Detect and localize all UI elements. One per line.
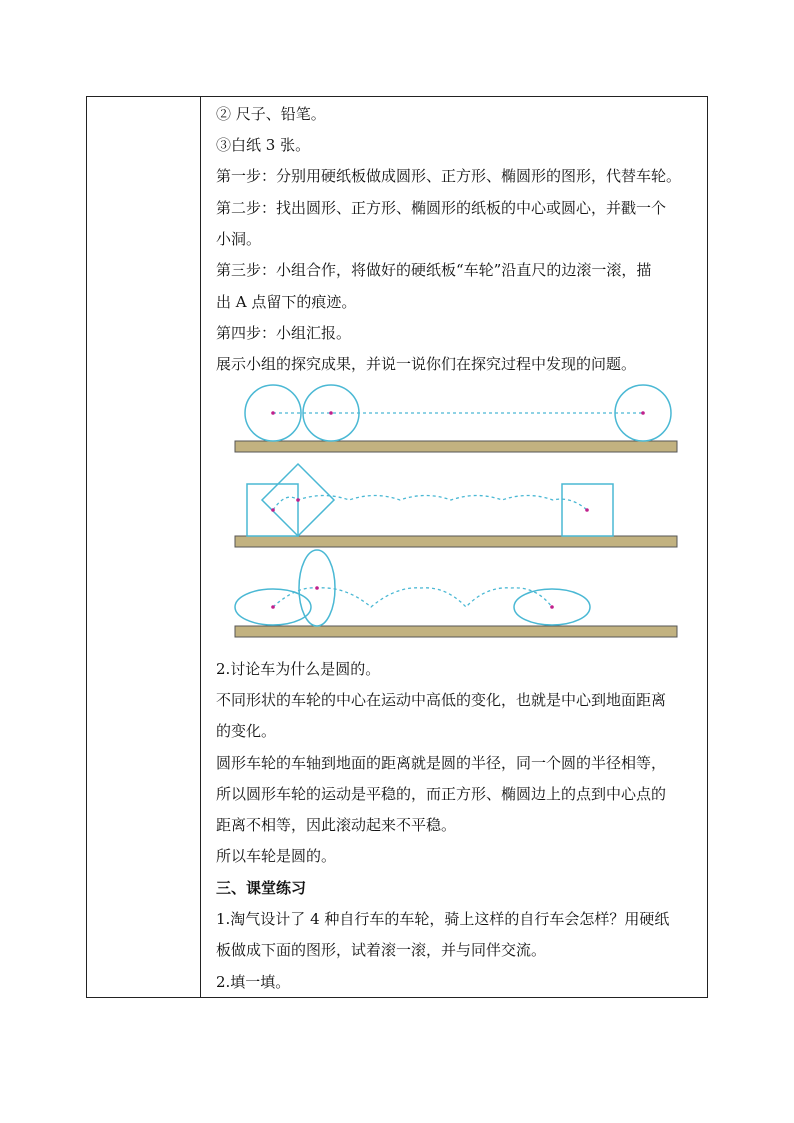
step-three: 第三步：小组合作，将做好的硬纸板“车轮”沿直尺的边滚一滚，描: [216, 261, 652, 279]
step-four: 第四步：小组汇报。: [216, 324, 352, 342]
ellipse-center-dot-1: [271, 605, 275, 609]
exercise-one-continued: 板做成下面的图形，试着滚一滚，并与同伴交流。: [216, 941, 547, 959]
ellipse-center-dot-3: [550, 605, 554, 609]
square-wheel-row: [235, 464, 677, 547]
explanation-line-4: 所以圆形车轮的运动是平稳的，而正方形、椭圆边上的点到中心点的: [216, 785, 667, 803]
ellipse-wheel-row: [235, 550, 677, 637]
exercise-two: 2.填一填。: [216, 973, 291, 991]
explanation-line-2: 的变化。: [216, 722, 277, 740]
ellipse-center-dot-2: [315, 586, 319, 590]
materials-ruler-pencil: ② 尺子、铅笔。: [216, 105, 326, 123]
circle-center-dot-3: [641, 411, 645, 415]
section-heading-practice: 三、课堂练习: [216, 879, 307, 897]
step-three-continued: 出 A 点留下的痕迹。: [216, 293, 357, 311]
discussion-question: 2.讨论车为什么是圆的。: [216, 660, 381, 678]
table-left-column: [87, 97, 201, 997]
explanation-line-3: 圆形车轮的车轴到地面的距离就是圆的半径，同一个圆的半径相等，: [216, 754, 667, 772]
materials-paper: ③白纸 3 张。: [216, 136, 311, 154]
ruler-bar-1: [235, 441, 677, 452]
exercise-one: 1.淘气设计了 4 种自行车的车轮，骑上这样的自行车会怎样？用硬纸: [216, 910, 670, 928]
circle-center-dot-1: [271, 411, 275, 415]
document-table: [86, 96, 708, 998]
conclusion: 所以车轮是圆的。: [216, 847, 337, 865]
rolling-wheels-diagram: [201, 381, 708, 645]
explanation-line-1: 不同形状的车轮的中心在运动中高低的变化，也就是中心到地面距离: [216, 691, 667, 709]
ruler-bar-2: [235, 536, 677, 547]
show-results: 展示小组的探究成果，并说一说你们在探究过程中发现的问题。: [216, 355, 637, 373]
explanation-line-5: 距离不相等，因此滚动起来不平稳。: [216, 816, 457, 834]
circle-wheel-row: [235, 385, 677, 452]
step-two-continued: 小洞。: [216, 230, 262, 248]
step-two: 第二步：找出圆形、正方形、椭圆形的纸板的中心或圆心，并戳一个: [216, 199, 667, 217]
rolling-wheels-figure: [201, 381, 708, 645]
square-center-dot-1: [271, 508, 275, 512]
ellipse-center-path: [273, 588, 552, 607]
square-center-path: [273, 496, 587, 511]
square-center-dot-2: [296, 498, 300, 502]
table-right-column: [201, 97, 707, 997]
ruler-bar-3: [235, 626, 677, 637]
step-one: 第一步：分别用硬纸板做成圆形、正方形、椭圆形的图形，代替车轮。: [216, 167, 682, 185]
circle-center-dot-2: [329, 411, 333, 415]
square-center-dot-3: [585, 508, 589, 512]
